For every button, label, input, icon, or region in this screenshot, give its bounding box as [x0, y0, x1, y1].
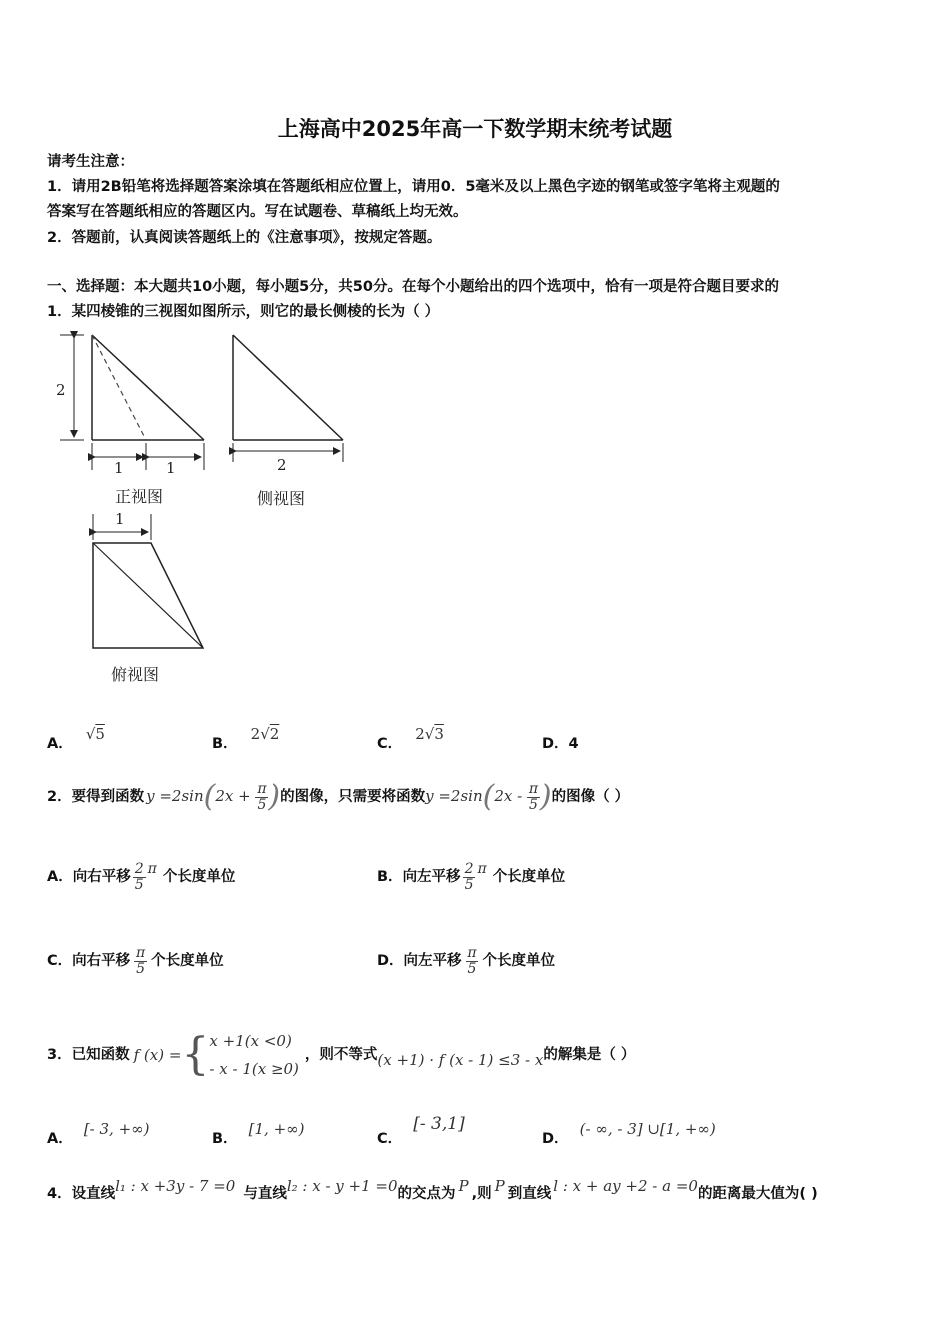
coefficient: 2: [415, 725, 425, 743]
fraction-2-over-5: [133, 862, 146, 892]
denominator: 5: [528, 796, 538, 813]
piecewise-cases: [209, 1027, 299, 1083]
radicand: 5: [95, 725, 105, 743]
q3-option-c[interactable]: [377, 1113, 465, 1147]
q4-suffix: 的距离最大值为( ): [697, 1186, 818, 1202]
sqrt-expression: √5: [85, 725, 105, 743]
fraction-2-over-5: [463, 862, 476, 892]
q3-inequality: (x +1) · f (x - 1) ≤3 - x: [377, 1051, 544, 1069]
radicand: 2: [269, 725, 280, 743]
option-label: C．: [47, 953, 73, 970]
option-value: 4: [568, 736, 579, 752]
q4-prefix: 4．设直线: [47, 1186, 116, 1202]
option-tail: 个长度单位: [492, 869, 566, 886]
pi-symbol: π: [147, 861, 157, 878]
option-tail: 个长度单位: [162, 869, 236, 886]
option-math: (- ∞, - 3] ∪[1, +∞): [579, 1120, 716, 1138]
paren-close: ): [539, 779, 552, 815]
notice-line-1: 1．请用2B铅笔将选择题答案涂填在答题纸相应位置上，请用0．5毫米及以上黑色字迹的钢笔或签字笔将主观题的: [47, 179, 780, 195]
paren-open: (: [203, 779, 216, 815]
option-text: 向左平移: [402, 869, 461, 886]
option-text: 向右平移: [72, 869, 131, 886]
f1-inner: 2x +: [215, 787, 251, 806]
q2-option-c[interactable]: [47, 946, 224, 976]
option-tail: 个长度单位: [151, 953, 224, 970]
fraction-pi-over-5: [466, 946, 479, 976]
denominator: 5: [136, 960, 146, 977]
q1-option-c[interactable]: [377, 723, 444, 752]
piecewise-brace: {: [181, 1029, 210, 1080]
coefficient: 2: [250, 725, 261, 743]
q3-option-a[interactable]: [47, 1118, 150, 1147]
q2-option-b[interactable]: [377, 862, 565, 892]
q2-function-2: [425, 779, 552, 815]
q4-point-p-2: P: [494, 1177, 505, 1195]
numerator: π: [257, 781, 267, 797]
q4-mid-1: 与直线: [243, 1186, 287, 1202]
option-label: A．: [47, 1131, 73, 1147]
dim-top-text: 1: [115, 510, 125, 528]
q3-mid: ，则不等式: [304, 1047, 378, 1063]
case-2: - x - 1(x ≥0): [209, 1060, 299, 1078]
option-math: [- 3, +∞): [83, 1120, 150, 1138]
pi-symbol: π: [477, 861, 487, 878]
q3-option-d[interactable]: [542, 1118, 716, 1147]
paren-close: ): [268, 779, 281, 815]
q1-stem: 1．某四棱锥的三视图如图所示，则它的最长侧棱的长为（ ）: [47, 304, 440, 320]
top-view-figure: [85, 508, 215, 658]
radicand: 3: [434, 725, 444, 743]
numerator: π: [528, 781, 539, 797]
fraction-pi-over-5: [255, 782, 268, 812]
notice-line-2: 2．答题前，认真阅读答题纸上的《注意事项》，按规定答题。: [47, 230, 442, 246]
section-heading: 一、选择题：本大题共10小题，每小题5分，共50分。在每个小题给出的四个选项中，恰有一项是符合题目要求的: [47, 279, 779, 295]
dim-height-text: 2: [56, 381, 66, 399]
q1-option-d[interactable]: [542, 732, 579, 753]
sqrt-expression: 2√3: [415, 725, 444, 743]
top-view-label: 俯视图: [111, 665, 160, 684]
numerator: π: [136, 945, 146, 961]
q2-suffix: 的图像（ ）: [551, 789, 630, 806]
option-label: D．: [542, 736, 569, 752]
q2-mid: 的图像，只需要将函数: [280, 789, 426, 806]
q3-prefix: 3．已知函数: [47, 1047, 130, 1063]
option-label: D．: [377, 953, 404, 970]
option-label: B．: [212, 1131, 238, 1147]
fraction-pi-over-5: [527, 782, 540, 812]
dim-front-left-text: 1: [114, 459, 124, 477]
q4-point-p: P: [458, 1177, 469, 1195]
dim-front-right-text: 1: [166, 459, 176, 477]
q2-prefix: 2．要得到函数: [47, 789, 145, 806]
front-view-figure: [50, 330, 220, 480]
q4-stem: [47, 1176, 818, 1202]
denominator: 5: [257, 796, 267, 813]
q3-suffix: 的解集是（ ）: [543, 1047, 636, 1063]
option-label: D．: [542, 1131, 569, 1147]
q3-option-b[interactable]: [212, 1118, 305, 1147]
option-label: C．: [377, 1131, 403, 1147]
case-1: x +1(x <0): [209, 1032, 292, 1050]
option-tail: 个长度单位: [482, 953, 555, 970]
q2-option-a[interactable]: [47, 862, 235, 892]
numerator: 2: [464, 861, 474, 877]
option-text: 向右平移: [72, 953, 131, 970]
q1-option-a[interactable]: [47, 723, 105, 752]
front-hypotenuse: [92, 335, 204, 440]
f2-lhs: y =2sin: [425, 787, 483, 806]
option-label: A．: [47, 869, 73, 886]
front-dashed-edge: [92, 335, 146, 440]
q1-option-b[interactable]: [212, 723, 280, 752]
q4-mid-4: 到直线: [507, 1186, 552, 1202]
denominator: 5: [467, 960, 477, 977]
option-math: [- 3,1]: [413, 1114, 465, 1134]
numerator: π: [467, 945, 477, 961]
q4-line-1: l₁ : x +3y - 7 =0: [115, 1177, 236, 1195]
option-label: A．: [47, 736, 73, 752]
side-view-figure: [225, 330, 355, 480]
top-diagonal: [93, 543, 203, 648]
paren-open: (: [482, 779, 495, 815]
q4-line-l: l : x + ay +2 - a =0: [553, 1177, 698, 1195]
q2-stem: [47, 779, 630, 815]
f1-lhs: y =2sin: [146, 787, 204, 806]
f2-inner: 2x -: [494, 787, 523, 806]
page-title: 上海高中2025年高一下数学期末统考试题: [277, 117, 673, 141]
q2-option-d[interactable]: [377, 946, 555, 976]
fraction-pi-over-5: [134, 946, 147, 976]
option-label: C．: [377, 736, 403, 752]
option-label: B．: [377, 869, 403, 886]
q3-function-name: f (x) =: [133, 1046, 182, 1064]
sqrt-expression: 2√2: [250, 725, 280, 743]
q4-mid-2: 的交点为: [397, 1186, 456, 1202]
denominator: 5: [464, 876, 474, 893]
q2-function-1: [146, 779, 281, 815]
front-view-label: 正视图: [115, 487, 164, 506]
numerator: 2: [134, 861, 144, 877]
option-label: B．: [212, 736, 238, 752]
option-text: 向左平移: [403, 953, 462, 970]
side-hypotenuse: [233, 335, 343, 440]
option-math: [1, +∞): [248, 1120, 305, 1138]
dim-side-text: 2: [277, 456, 287, 474]
q4-mid-3: ,则: [471, 1186, 492, 1202]
side-view-label: 侧视图: [257, 489, 306, 508]
q3-stem: [47, 1027, 635, 1083]
denominator: 5: [134, 876, 144, 893]
q4-line-2: l₂ : x - y +1 =0: [286, 1177, 398, 1195]
notice-line-1b: 答案写在答题纸相应的答题区内。写在试题卷、草稿纸上均无效。: [47, 204, 468, 220]
notice-heading: 请考生注意：: [47, 154, 134, 170]
